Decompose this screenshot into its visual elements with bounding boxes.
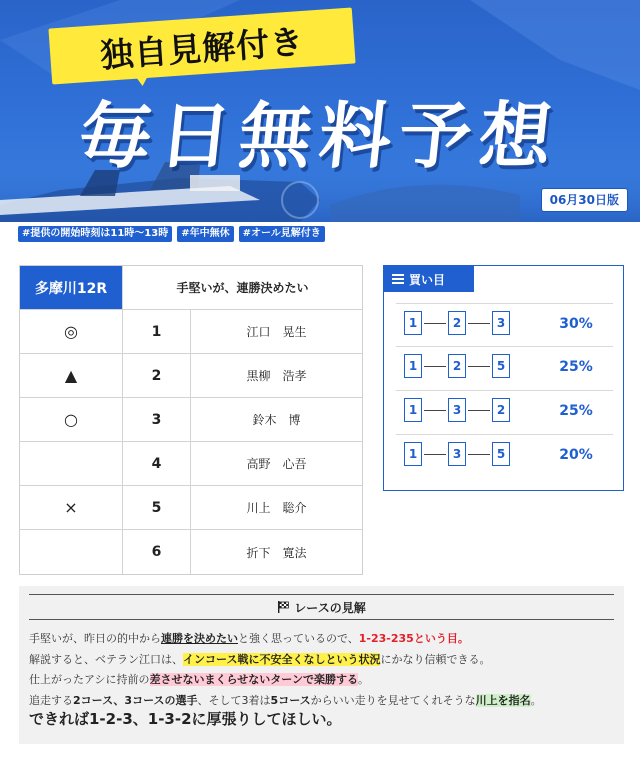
highlight-yellow: インコース戦に不安全くなしという状況: [183, 653, 381, 666]
combo-separator: [468, 366, 490, 367]
text: にかなり信頼できる。: [380, 653, 491, 666]
bet-combo: [404, 354, 510, 378]
divider: [396, 434, 613, 435]
combo-second: 2: [448, 354, 466, 378]
divider: [396, 346, 613, 347]
boat-number: 3: [151, 411, 162, 428]
prediction-mark: ○: [64, 410, 78, 429]
boat-number: 4: [151, 455, 162, 472]
date-badge: 06月30日版: [541, 188, 628, 212]
text: 手堅いが、昨日の的中から: [29, 632, 161, 645]
bet-percentage: 25%: [559, 359, 593, 375]
divider: [396, 390, 613, 391]
racer-name: 折下 寛法: [246, 545, 307, 560]
text: 。: [530, 694, 542, 707]
list-icon: [392, 274, 404, 284]
highlight-green: 川上を指名: [475, 694, 531, 707]
text: と強く思っているので、: [238, 632, 359, 645]
prediction-mark: ×: [64, 498, 78, 517]
combo-separator: [424, 410, 446, 411]
tag-list: [18, 226, 325, 242]
emphasis-bold: 2コース、3コースの選手: [73, 694, 198, 707]
bet-combo: [404, 311, 510, 335]
racer-name: 川上 聡介: [246, 501, 307, 515]
emphasis-red: 1-23-235という目。: [358, 632, 469, 645]
emphasis-bold: 5コース: [270, 694, 311, 707]
hero-banner: [0, 0, 640, 222]
racer-name: 江口 晃生: [246, 325, 307, 339]
combo-second: 2: [448, 311, 466, 335]
boat-number: 2: [151, 367, 162, 384]
combo-first: 1: [404, 311, 422, 335]
combo-separator: [468, 323, 490, 324]
divider: [396, 303, 613, 304]
bet-combo: [404, 442, 510, 466]
racer-name: 高野 心吾: [246, 457, 307, 471]
table-row: [20, 354, 362, 398]
bets-title: 買い目: [409, 272, 446, 287]
bet-percentage: 20%: [559, 447, 593, 463]
analysis-paragraph-4: [29, 693, 542, 709]
race-headline: 手堅いが、連勝決めたい: [176, 281, 309, 295]
bet-recommendations: [383, 265, 624, 491]
hero-tagline: 独自見解付き: [48, 7, 355, 84]
table-header-row: [20, 266, 362, 310]
tag-all-commentary[interactable]: #オール見解付き: [239, 226, 325, 242]
combo-separator: [424, 454, 446, 455]
combo-first: 1: [404, 398, 422, 422]
highlight-pink: 差させないまくらせないターンで楽勝する: [149, 673, 359, 686]
table-row: [20, 398, 362, 442]
analysis-title: レースの見解: [294, 600, 366, 615]
emphasis-underline: 連勝を決めたい: [161, 632, 238, 645]
combo-separator: [424, 323, 446, 324]
analysis-paragraph-2: [29, 652, 490, 668]
text: 仕上がったアシに持前の: [29, 673, 150, 686]
table-row: [20, 442, 362, 486]
combo-separator: [468, 410, 490, 411]
analysis-paragraph-1: [29, 631, 469, 647]
table-row: [20, 486, 362, 530]
prediction-mark: ▲: [64, 366, 78, 385]
checkered-flag-icon: [277, 601, 289, 613]
text: 、そして3着は: [197, 694, 271, 707]
bets-header: [384, 266, 474, 292]
boat-number: 5: [151, 499, 162, 516]
table-row: [20, 530, 362, 574]
text: 解説すると、ベテラン江口は、: [29, 653, 183, 666]
combo-second: 3: [448, 442, 466, 466]
race-entry-table: [19, 265, 363, 575]
text: 追走する: [29, 694, 73, 707]
combo-third: 3: [492, 311, 510, 335]
combo-first: 1: [404, 354, 422, 378]
boat-number: 1: [151, 323, 162, 340]
racer-name: 鈴木 博: [252, 413, 301, 427]
analysis-header: [29, 594, 614, 620]
combo-first: 1: [404, 442, 422, 466]
analysis-conclusion: できれば1-2-3、1-3-2に厚張りしてほしい。: [29, 710, 342, 728]
combo-third: 5: [492, 442, 510, 466]
bet-combo: [404, 398, 510, 422]
combo-separator: [468, 454, 490, 455]
bet-percentage: 25%: [559, 403, 593, 419]
bet-percentage: 30%: [559, 316, 593, 332]
analysis-paragraph-3: [29, 672, 369, 688]
boat-number: 6: [151, 544, 162, 560]
racer-name: 黒柳 浩孝: [246, 369, 307, 383]
text: からいい走りを見せてくれそうな: [310, 694, 476, 707]
combo-separator: [424, 366, 446, 367]
hero-title: 毎日無料予想: [74, 94, 564, 178]
tag-start-time[interactable]: #提供の開始時刻は11時〜13時: [18, 226, 172, 242]
prediction-mark: ◎: [64, 322, 78, 341]
combo-third: 5: [492, 354, 510, 378]
tag-open-all-year[interactable]: #年中無休: [177, 226, 233, 242]
venue-label: 多摩川12R: [20, 266, 123, 309]
table-row: [20, 310, 362, 354]
combo-third: 2: [492, 398, 510, 422]
combo-second: 3: [448, 398, 466, 422]
text: 。: [358, 673, 370, 686]
race-analysis: [19, 586, 624, 744]
